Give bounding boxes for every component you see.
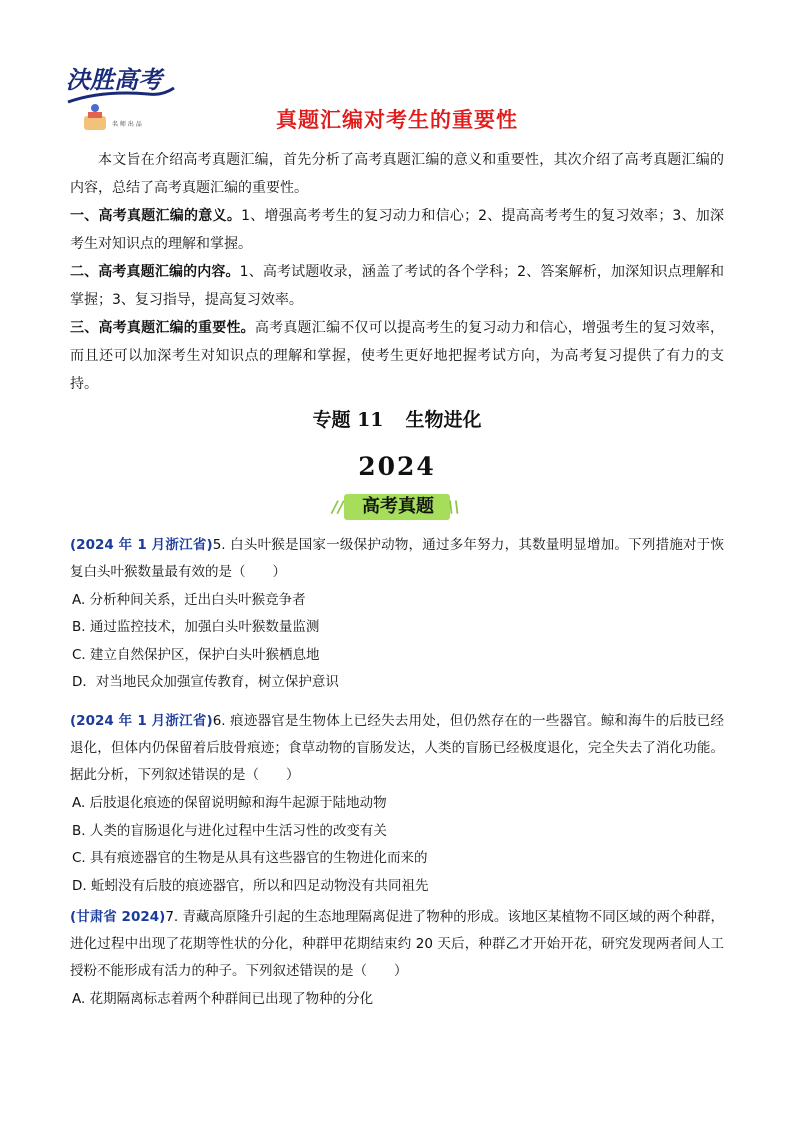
question-stem: 7. 青藏高原隆升引起的生态地理隔离促进了物种的形成。该地区某植物不同区域的两个种群，进化过程中出现了花期等性状的分化，种群甲花期结束约 20 天后，种群乙才开始开花，研究发现两者间人工授粉不能形成有活力的种子。下列叙述错误的是（ ） [70,909,724,979]
option-d: D. 蚯蚓没有后肢的痕迹器官，所以和四足动物没有共同祖先 [72,878,429,894]
option-b: B. 人类的盲肠退化与进化过程中生活习性的改变有关 [72,823,387,839]
section-content [70,258,724,314]
question-6 [70,708,724,789]
section-importance [70,314,724,398]
section-banner [330,489,466,523]
option-a: A. 分析种间关系，迁出白头叶猴竞争者 [72,592,306,608]
section-meaning [70,202,724,258]
question-stem: 5. 白头叶猴是国家一级保护动物，通过多年努力，其数量明显增加。下列措施对于恢复白头叶猴数量最有效的是（ ） [70,537,725,580]
question-stem: 6. 痕迹器官是生物体上已经失去用处，但仍然存在的一些器官。鲸和海牛的后肢已经退化，但体内仍保留着后肢骨痕迹；食草动物的盲肠发达，人类的盲肠已经极度退化，完全失去了消化功能。据此分析，下列叙述错误的是（ ） [70,713,725,783]
question-source: (甘肃省 2024) [70,909,166,925]
section-heading: 一、高考真题汇编的意义。 [70,208,242,224]
subject-number: 专题 11 [312,409,384,431]
option-a: A. 花期隔离标志着两个种群间已出现了物种的分化 [72,991,374,1007]
banner-label: 高考真题 [362,496,434,517]
banner-slash-right: \\ [448,497,460,516]
question-7 [70,904,724,985]
year-heading: 2024 [358,452,436,481]
option-c: C. 具有痕迹器官的生物是从具有这些器官的生物进化而来的 [72,850,428,866]
option-d: D．对当地民众加强宣传教育，树立保护意识 [72,674,339,690]
section-heading: 三、高考真题汇编的重要性。 [70,320,255,336]
option-c: C. 建立自然保护区，保护白头叶猴栖息地 [72,647,320,663]
section-heading: 二、高考真题汇编的内容。 [70,264,240,280]
section-body: 1、高考试题收录，涵盖了考试的各个学科；2、答案解析，加深知识点理解和掌握；3、复习指导，提高复习效率。 [70,264,725,308]
banner-slash-left: // [332,497,344,516]
subject-name: 生物进化 [405,409,482,431]
option-a: A. 后肢退化痕迹的保留说明鲸和海牛起源于陆地动物 [72,795,387,811]
section-body: 1、增强高考考生的复习动力和信心；2、提高高考考生的复习效率；3、加深考生对知识点的理解和掌握。 [70,208,724,252]
logo-text: 決胜高考 [66,65,162,94]
question-source: (2024 年 1 月浙江省) [70,713,213,729]
option-b: B. 通过监控技术，加强白头叶猴数量监测 [72,619,320,635]
document-title: 真题汇编对考生的重要性 [276,108,518,132]
question-source: (2024 年 1 月浙江省) [70,537,213,553]
section-body: 高考真题汇编不仅可以提高考生的复习动力和信心，增强考生的复习效率，而且还可以加深考生对知识点的理解和掌握，使考生更好地把握考试方向，为高考复习提供了有力的支持。 [70,320,724,392]
intro-paragraph: 本文旨在介绍高考真题汇编，首先分析了高考真题汇编的意义和重要性，其次介绍了高考真题汇编的内容，总结了高考真题汇编的重要性。 [70,152,724,196]
question-5 [70,532,724,586]
logo-subtext: 名 师 出 品 [112,121,142,128]
subject-title [0,405,794,432]
